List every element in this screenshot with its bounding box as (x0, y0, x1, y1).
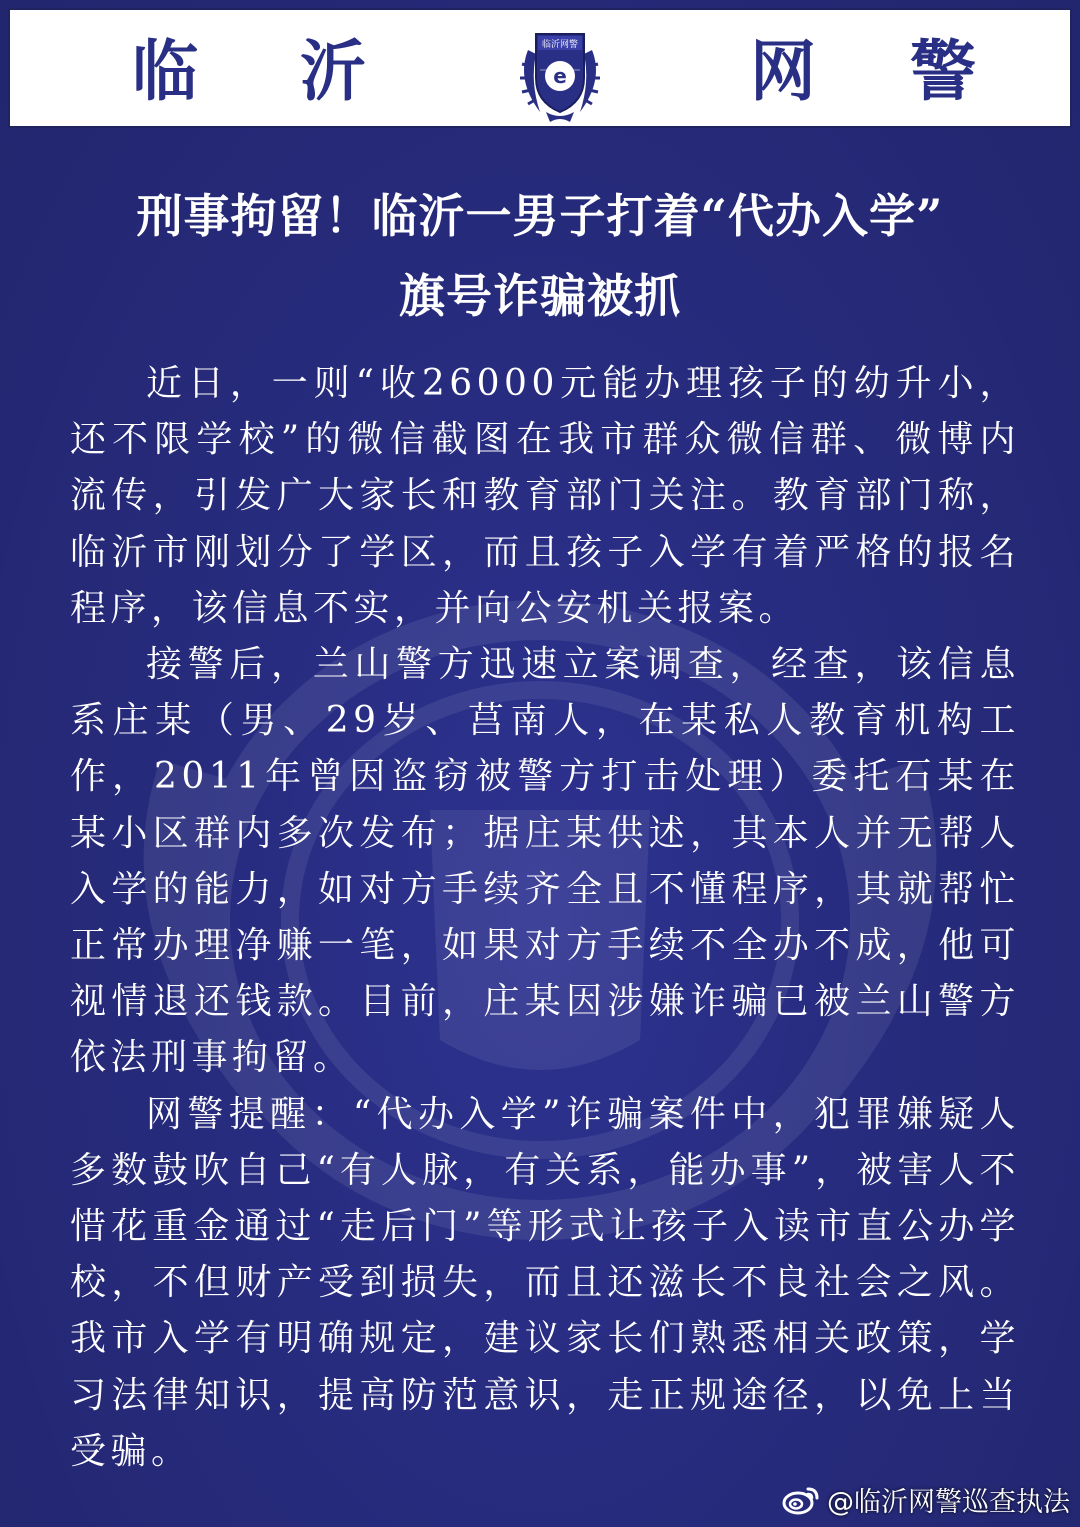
paragraph-report: 近日，一则“收26000元能办理孩子的幼升小，还不限学校”的微信截图在我市群众微信群、微博内流传，引发广大家长和教育部门关注。教育部门称，临沂市刚划分了学区，而且孩子入学有着严格的报名程序，该信息不实，并向公安机关报案。 (70, 363, 1020, 629)
paragraph-investigation: 接警后，兰山警方迅速立案调查，经查，该信息系庄某（男、29岁、莒南人，在某私人教育机构工作，2011年曾因盗窃被警方打击处理）委托石某在某小区群内多次发布；据庄某供述，其本人并无帮人入学的能力，如对方手续齐全且不懂程序，其就帮忙正常办理净赚一笔，如果对方手续不全办不成，他可视情退还钱款。目前，庄某因涉嫌诈骗已被兰山警方依法刑事拘留。 (70, 644, 1020, 1079)
header-char-wang: 网 (750, 33, 816, 110)
police-badge-logo (510, 20, 610, 124)
header-banner (8, 8, 1072, 128)
weibo-handle: @临沂网警巡查执法 (827, 1486, 1070, 1518)
article-title-line-2: 旗号诈骗被抓 (399, 269, 681, 323)
header-char-lin: 临 (132, 33, 198, 110)
weibo-watermark (781, 1479, 1070, 1519)
article-title-line-1: 刑事拘留！临沂一男子打着“代办入学” (136, 189, 944, 243)
header-char-yi: 沂 (300, 33, 366, 110)
svg-text:临沂网警: 临沂网警 (541, 40, 579, 50)
paragraph-warning: 网警提醒：“代办入学”诈骗案件中，犯罪嫌疑人多数鼓吹自己“有人脉，有关系，能办事”，被害人不惜花重金通过“走后门”等形式让孩子入读市直公办学校，不但财产受到损失，而且还滋长不良社会之风。我市入学有明确规定，建议家长们熟悉相关政策，学习法律知识，提高防范意识，走正规途径，以免上当受骗。 (70, 1093, 1020, 1472)
article-body (70, 356, 1020, 1480)
weibo-icon (781, 1483, 821, 1515)
header-char-jing: 警 (910, 33, 976, 110)
article-title (40, 176, 1040, 336)
svg-text:e: e (553, 64, 567, 88)
